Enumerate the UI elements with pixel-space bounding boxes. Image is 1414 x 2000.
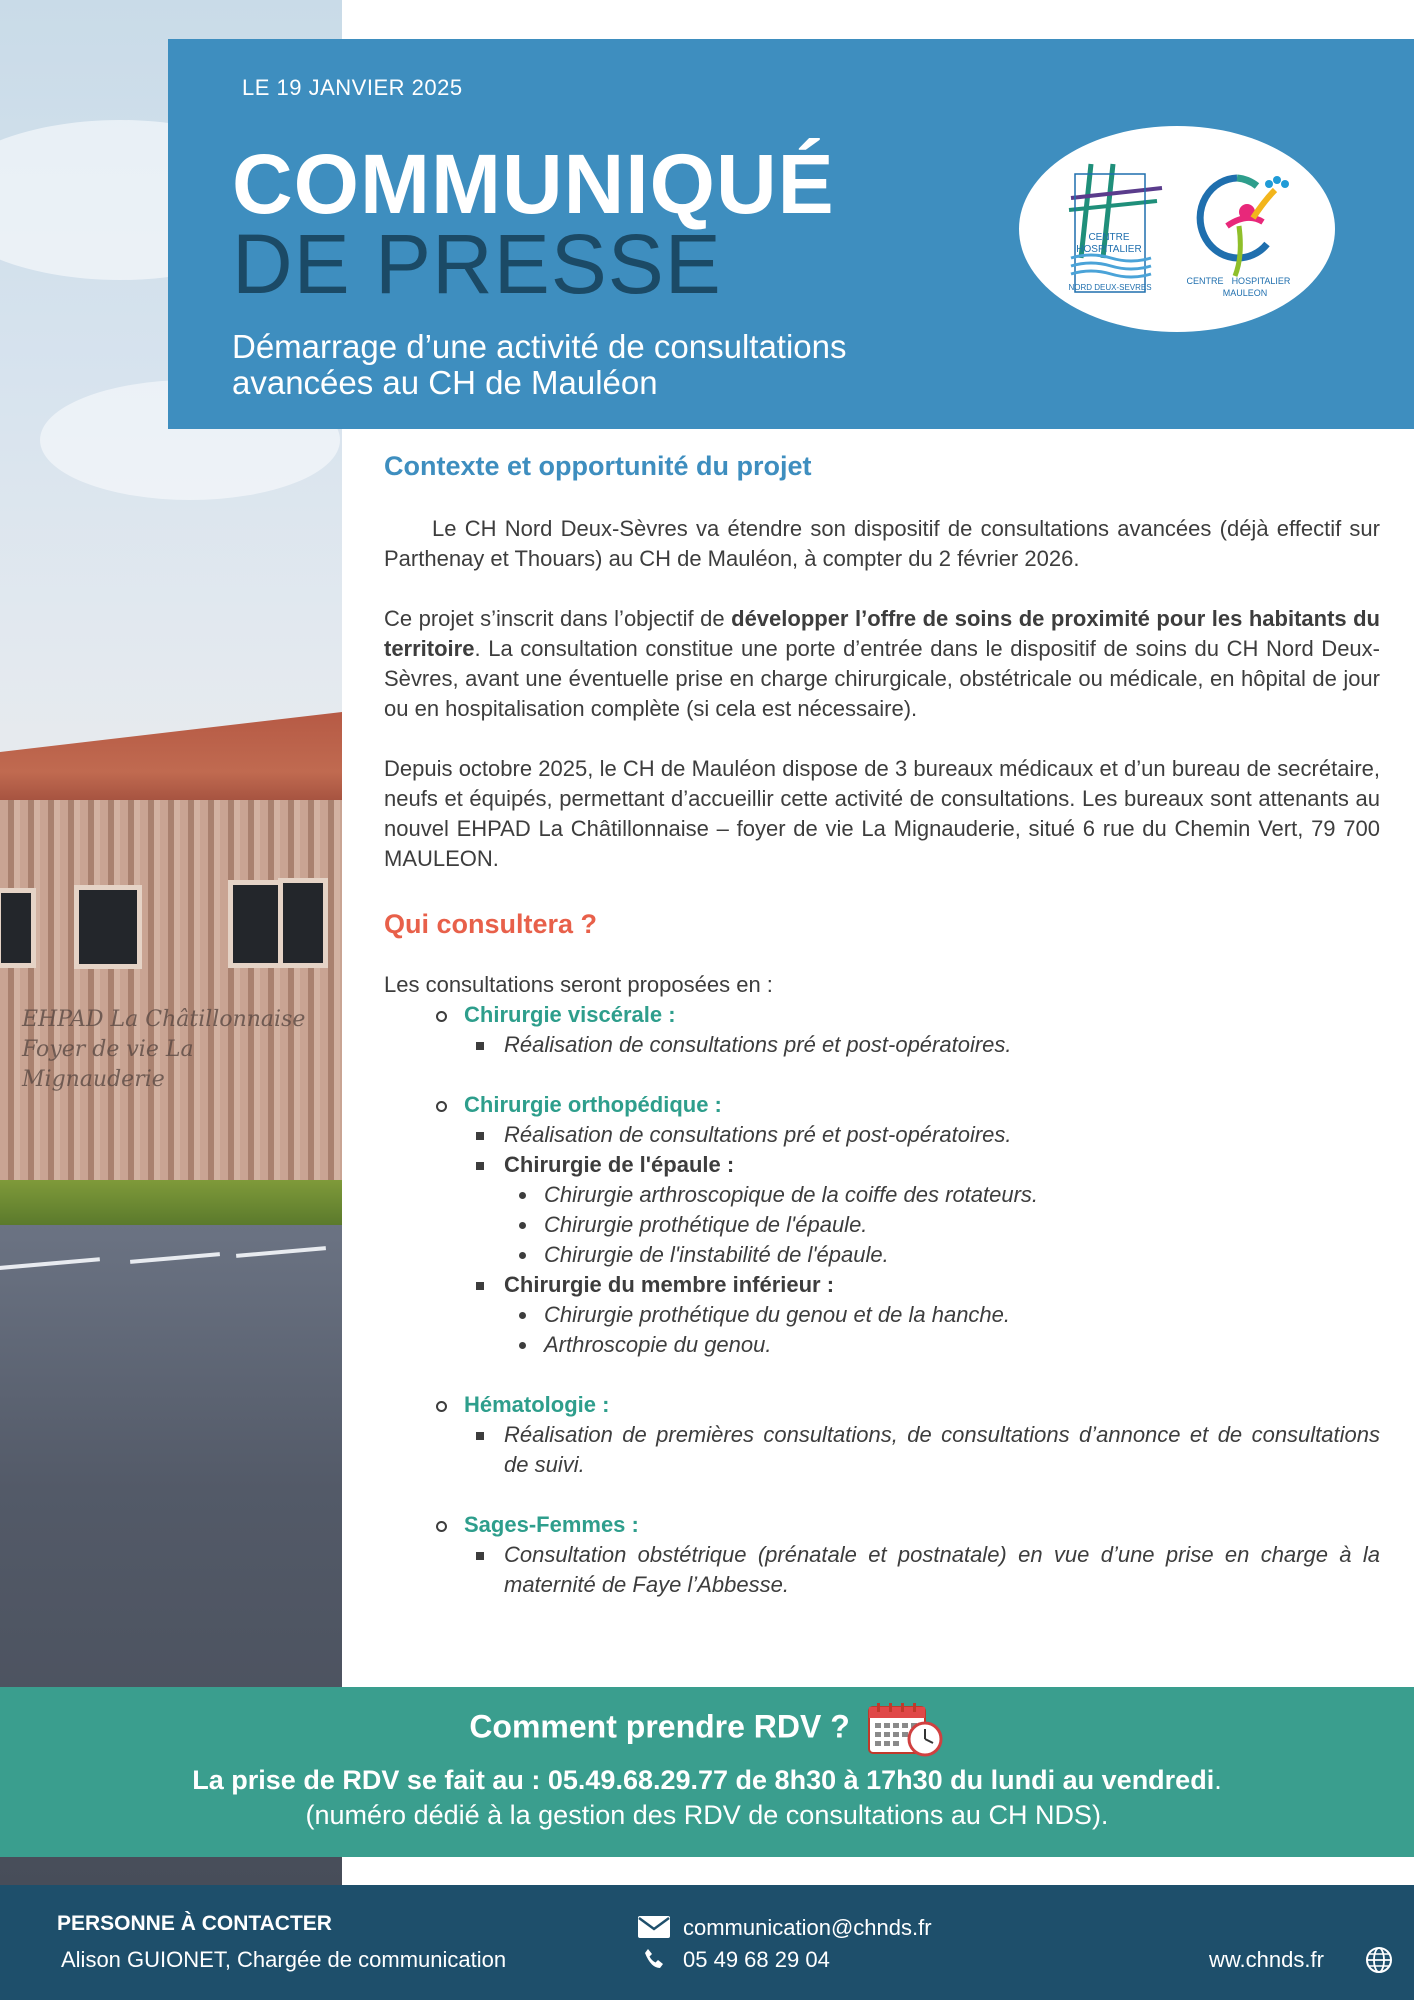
press-header (168, 39, 1414, 429)
globe-icon (1365, 1946, 1393, 1974)
paragraph-emphasis: développer l’offre de soins de proximité pour les habitants du territoire (384, 606, 1381, 661)
rdv-band (0, 1687, 1414, 1857)
logo1-text: HOSPITALIER (1076, 244, 1142, 255)
logos-oval (1019, 126, 1335, 332)
specialty-hema (436, 1390, 1380, 1480)
subspecialty-title: Chirurgie de l'épaule : (504, 1152, 735, 1177)
paragraph-bureaux: Depuis octobre 2025, le CH de Mauléon dispose de 3 bureaux médicaux et d’un bureau de secrétaire, neufs et équipés, permettant d’accueillir cette activité de consultations. Les bureaux sont attenants au nouvel EHPAD La Châtillonnaise – foyer de vie La Mignauderie, situé 6 rue du Chemin Vert, 79 700 MAULEON. (384, 756, 1380, 871)
photo-roof (0, 712, 342, 812)
subspecialty-epaule (464, 1150, 1380, 1270)
specialty-title: Chirurgie viscérale : (464, 1002, 676, 1027)
photo-window (74, 885, 142, 969)
specialty-list (436, 1000, 1380, 1600)
ch-nord-deux-sevres-logo (1068, 164, 1162, 292)
rdv-title (0, 1701, 1414, 1757)
paragraph-extension: Le CH Nord Deux-Sèvres va étendre son dispositif de consultations avancées (déjà effectif sur Parthenay et Thouars) au CH de Mauléon, à compter du 2 février 2026. (384, 516, 1380, 571)
photo-sign (22, 1005, 342, 1095)
specialty-visc (436, 1000, 1380, 1060)
paragraph-text: Ce projet s’inscrit dans l’objectif de (384, 606, 732, 631)
photo-window (278, 878, 328, 968)
list-item: Consultation obstétrique (prénatale et postnatale) en vue d’une prise en charge à la maternité de Faye l’Abbesse. (464, 1540, 1380, 1600)
list-item: Réalisation de consultations pré et post-opératoires. (464, 1120, 1380, 1150)
rdv-title-text: Comment prendre RDV ? (469, 1708, 850, 1745)
list-item: Réalisation de consultations pré et post-opératoires. (464, 1030, 1380, 1060)
logo2-text: HOSPITALIER (1231, 276, 1291, 286)
contact-footer (0, 1885, 1414, 2000)
rdv-phone-text: La prise de RDV se fait au : 05.49.68.29.77 de 8h30 à 17h30 du lundi au vendredi (192, 1765, 1215, 1795)
subspecialty-title: Chirurgie du membre inférieur : (504, 1272, 835, 1297)
contact-email[interactable]: communication@chnds.fr (683, 1915, 932, 1940)
rdv-phone-line (0, 1763, 1414, 1797)
rdv-note: (numéro dédié à la gestion des RDV de consultations au CH NDS). (305, 1800, 1109, 1830)
specialty-title: Sages-Femmes : (464, 1512, 639, 1537)
logo1-text: NORD DEUX-SEVRES (1068, 283, 1152, 292)
logo2-text: CENTRE (1186, 276, 1224, 286)
photo-wall (0, 800, 342, 1180)
specialty-ortho (436, 1090, 1380, 1360)
photo-sign-line: EHPAD La Châtillonnaise (22, 1007, 306, 1032)
email-icon (638, 1916, 670, 1938)
phone-icon (642, 1947, 666, 1971)
photo-grass (0, 1180, 342, 1225)
heading-contexte: Contexte et opportunité du projet (384, 451, 812, 481)
list-item: Arthroscopie du genou. (504, 1330, 1380, 1360)
press-date: LE 19 JANVIER 2025 (242, 75, 463, 100)
website-link[interactable]: ww.chnds.fr (1209, 1947, 1324, 1972)
rdv-phone-end: . (1214, 1765, 1222, 1795)
consultations-intro: Les consultations seront proposées en : (384, 972, 773, 997)
hospital-logos (1019, 126, 1335, 332)
press-body (384, 448, 1380, 1600)
photo-window (0, 888, 36, 968)
contact-label: PERSONNE À CONTACTER (57, 1912, 332, 1935)
ch-mauleon-logo (1186, 176, 1290, 298)
subspecialty-membre (464, 1270, 1380, 1360)
list-item: Chirurgie prothétique de l'épaule. (504, 1210, 1380, 1240)
paragraph-objectif (384, 604, 1380, 724)
logo1-text: CENTRE (1088, 232, 1130, 243)
press-subtitle: Démarrage d’une activité de consultations avancées au CH de Mauléon (232, 328, 847, 401)
list-item: Chirurgie de l'instabilité de l'épaule. (504, 1240, 1380, 1270)
title-communique: COMMUNIQUÉ (232, 137, 835, 231)
title-de-presse: DE PRESSE (232, 217, 722, 311)
list-item: Réalisation de premières consultations, de consultations d’annonce et de consultations de suivi. (464, 1420, 1380, 1480)
photo-sign-line: Foyer de vie La Mignauderie (22, 1037, 194, 1092)
contact-phone[interactable]: 05 49 68 29 04 (683, 1947, 830, 1972)
calendar-clock-icon (867, 1701, 945, 1757)
list-item: Chirurgie prothétique du genou et de la hanche. (504, 1300, 1380, 1330)
contact-name: Alison GUIONET, Chargée de communication (61, 1947, 507, 1972)
heading-qui-consultera: Qui consultera ? (384, 909, 598, 939)
paragraph-text: . La consultation constitue une porte d’entrée dans le dispositif de soins du CH Nord Deux-Sèvres, avant une éventuelle prise en charge chirurgicale, obstétricale ou médicale, en hôpital de jour ou en hospitalisation complète (si cela est nécessaire). (384, 636, 1380, 721)
specialty-title: Hématologie : (464, 1392, 610, 1417)
specialty-title: Chirurgie orthopédique : (464, 1092, 722, 1117)
logo2-text: MAULEON (1222, 288, 1268, 298)
list-item: Chirurgie arthroscopique de la coiffe des rotateurs. (504, 1180, 1380, 1210)
specialty-sages-femmes (436, 1510, 1380, 1600)
